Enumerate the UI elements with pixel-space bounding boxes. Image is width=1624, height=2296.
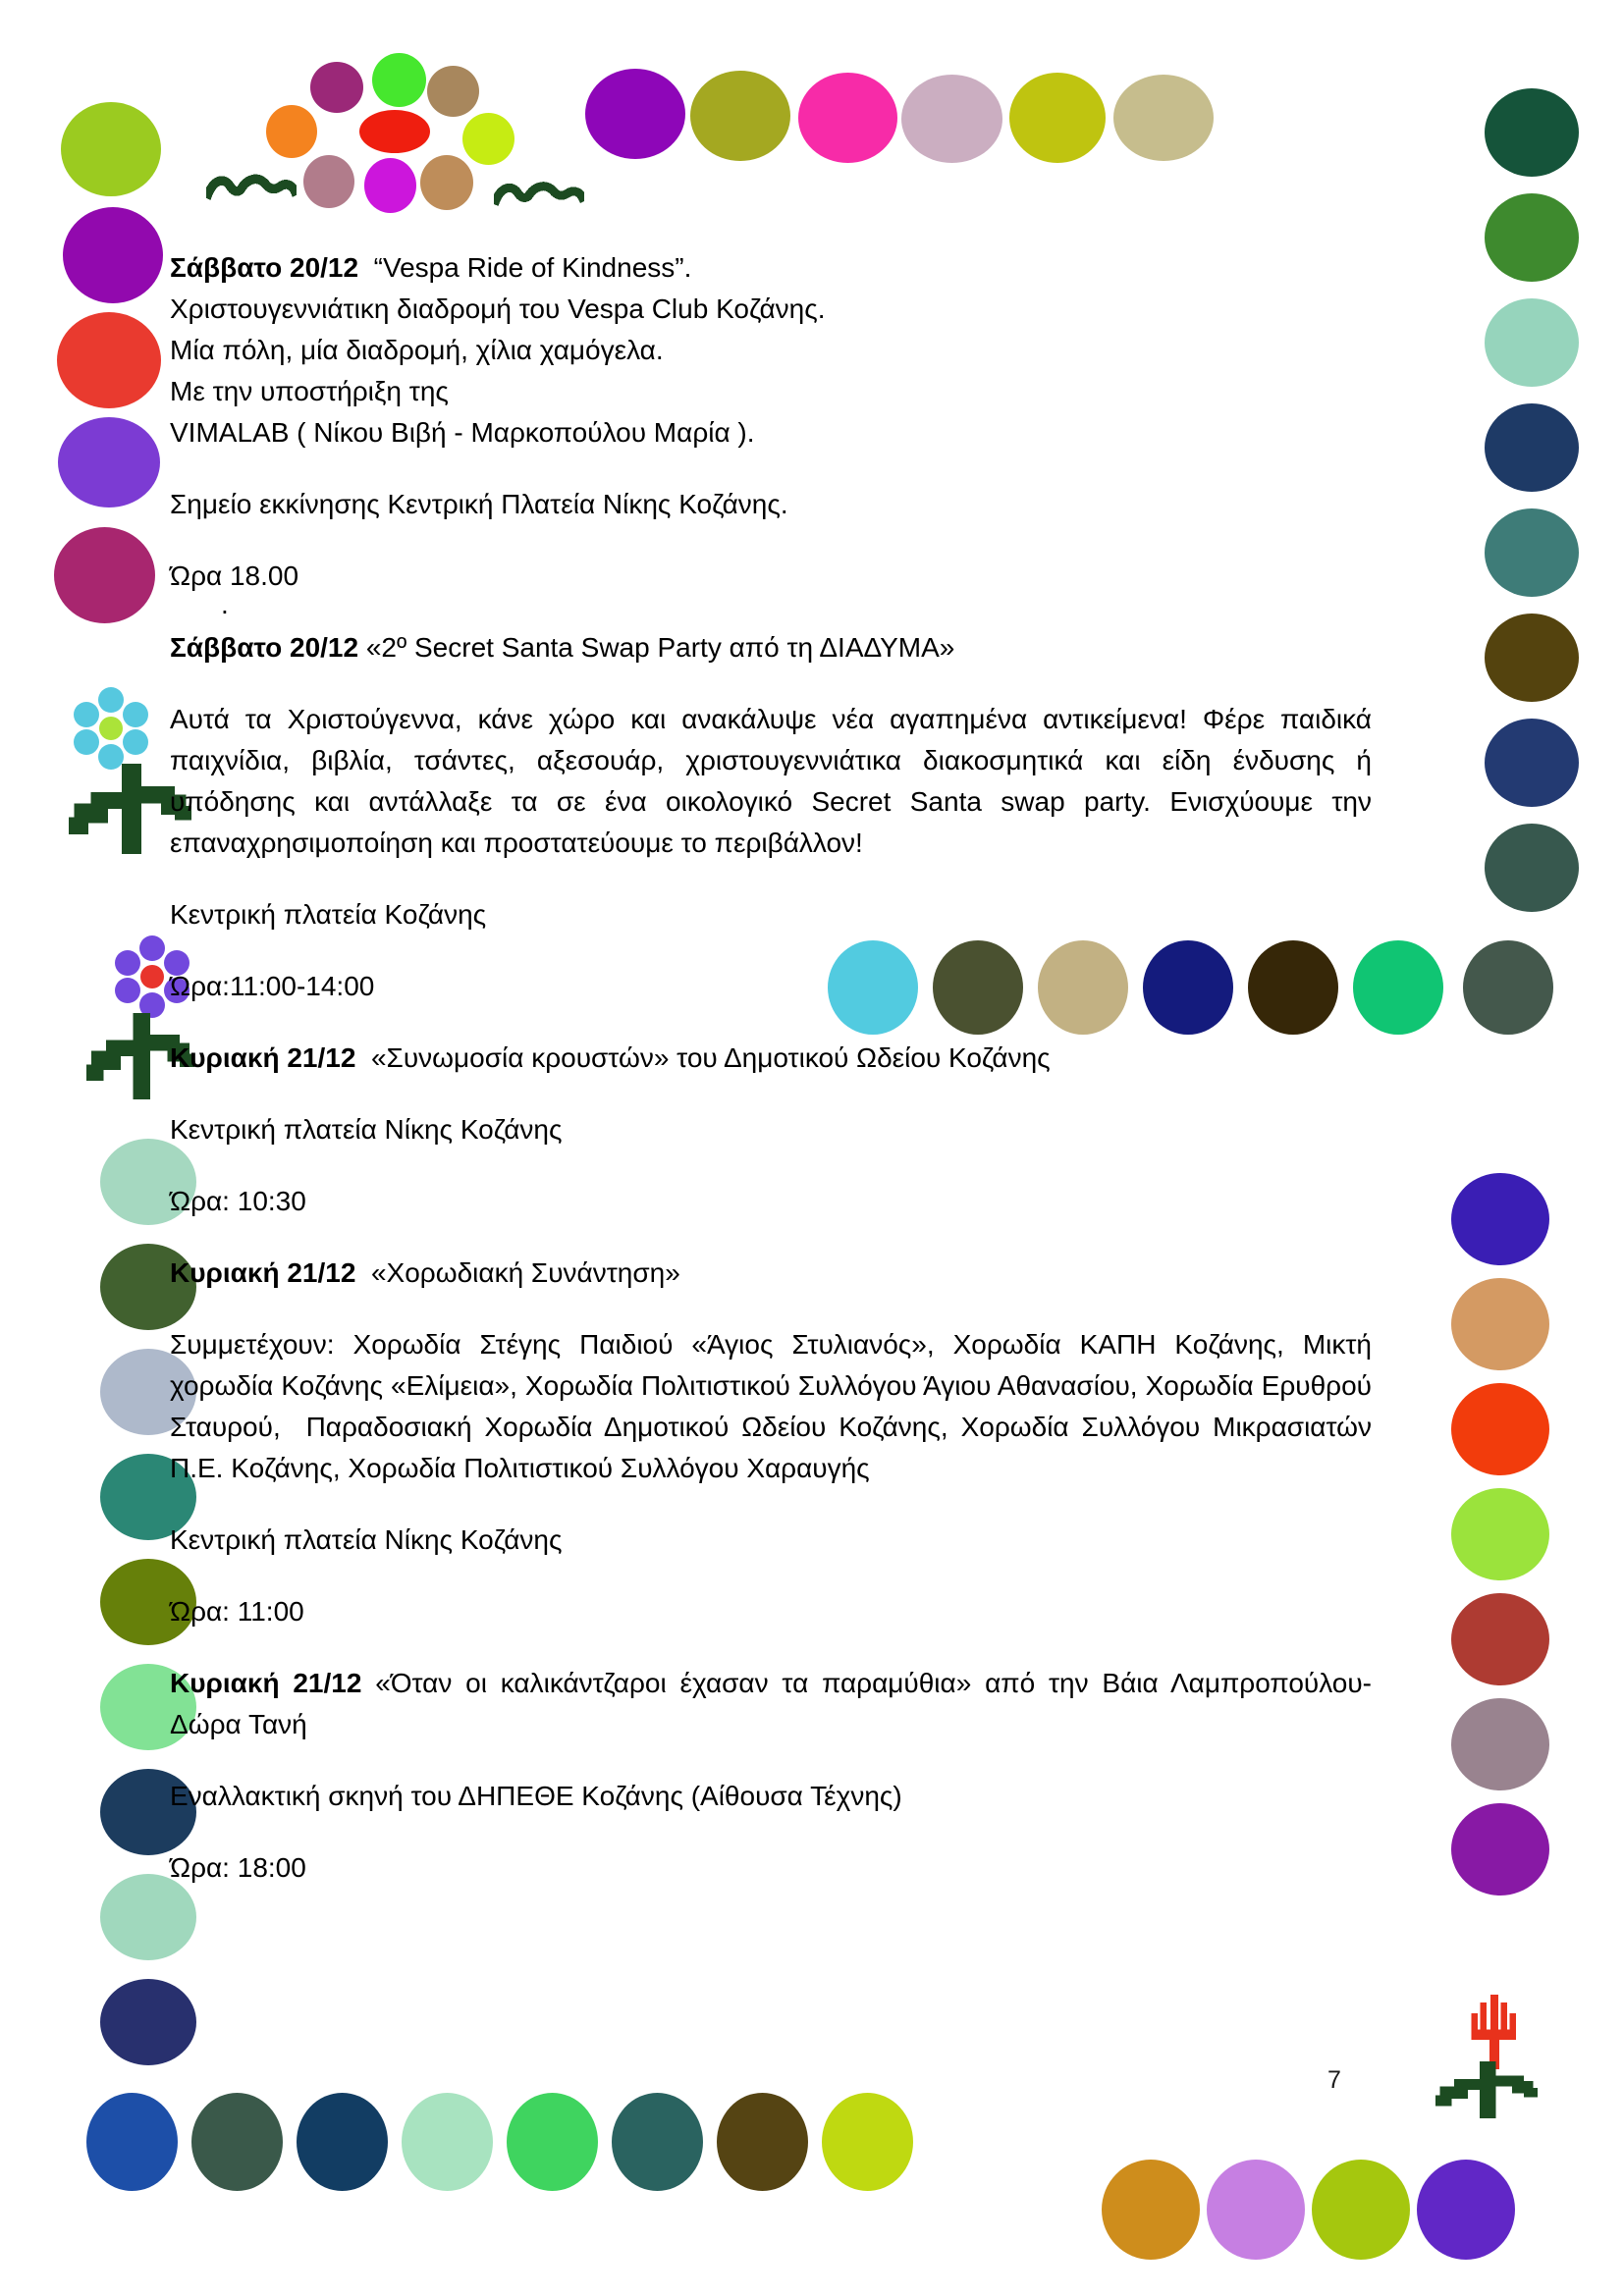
event-text: Εναλλακτική σκηνή του ΔΗΠΕΘΕ Κοζάνης (Αίθουσα Τέχνης): [170, 1781, 902, 1811]
decoration-circle: [901, 75, 1002, 163]
decoration-circle: [1102, 2160, 1200, 2260]
event-text: Ώρα: 10:30: [170, 1186, 306, 1216]
decoration-circle: [462, 113, 514, 165]
decoration-circle: [402, 2093, 493, 2191]
decoration-circle: [372, 53, 426, 107]
flower-center: [99, 717, 123, 740]
event-text: Συμμετέχουν: Χορωδία Στέγης Παιδιού «Άγιος Στυλιανός», Χορωδία ΚΑΠΗ Κοζάνης, Μικτή χορωδία Κοζάνης «Ελίμεια», Χορωδία Πολιτιστικού Συλλόγου Άγιου Αθανασίου, Χορωδία Ερυθρού Σταυρού, Παραδοσιακή Χορωδία Δημοτικού Ωδείου Κοζάνης, Χορωδία Συλλόγου Μικρασιατών Π.Ε. Κοζάνης, Χορωδία Πολιτιστικού Συλλόγου Χαραυγής: [170, 1329, 1380, 1483]
event-text: Ώρα:11:00-14:00: [170, 971, 375, 1001]
decoration-circle: [1451, 1173, 1549, 1265]
decoration-circle: [1451, 1278, 1549, 1370]
bird-icon: [1435, 2061, 1538, 2118]
event-location-vespa: [170, 484, 1372, 525]
decoration-circle: [585, 69, 685, 159]
decoration-circle: [1451, 1803, 1549, 1896]
event-time-secret-santa: [170, 966, 1372, 1007]
event-heading-secret-santa: [170, 627, 1372, 668]
flower-petal: [98, 687, 124, 713]
decoration-circle: [297, 2093, 388, 2191]
flower-center: [140, 965, 164, 988]
decoration-circle: [1485, 193, 1579, 282]
event-text: Ώρα: 18:00: [170, 1852, 306, 1883]
decoration-circle: [1451, 1383, 1549, 1475]
flower-petal: [115, 978, 140, 1003]
event-text: «Όταν οι καλικάντζαροι έχασαν τα παραμύθια» από την Βάια Λαμπροπούλου-Δώρα Τανή: [170, 1668, 1372, 1739]
coral-icon: [1469, 1995, 1520, 2069]
decoration-circle: [86, 2093, 178, 2191]
event-heading-vespa: [170, 247, 1372, 454]
decoration-circle: [1485, 298, 1579, 387]
decoration-circle: [1485, 614, 1579, 702]
event-list: [170, 247, 1380, 1919]
decoration-circle: [1312, 2160, 1410, 2260]
event-date: Σάββατο 20/12: [170, 632, 359, 663]
stray-period: .: [221, 589, 229, 619]
event-text: “Vespa Ride of Kindness”.: [358, 252, 692, 283]
event-time-vespa: [170, 556, 1372, 619]
decoration-circle: [690, 71, 790, 161]
event-location-choir: [170, 1520, 1372, 1561]
event-text: Σημείο εκκίνησης Κεντρική Πλατεία Νίκης Κοζάνης.: [170, 489, 788, 519]
decoration-circle: [612, 2093, 703, 2191]
worm-icon: [494, 177, 584, 206]
event-location-kalikantzaroi: [170, 1776, 1372, 1817]
decoration-circle: [1417, 2160, 1515, 2260]
decoration-circle: [1485, 824, 1579, 912]
event-time-kalikantzaroi: [170, 1847, 1372, 1889]
event-location-percussion: [170, 1109, 1372, 1150]
event-date: Κυριακή 21/12: [170, 1668, 362, 1698]
decoration-circle: [798, 73, 897, 163]
decoration-circle: [1207, 2160, 1305, 2260]
event-text: Κεντρική πλατεία Νίκης Κοζάνης: [170, 1524, 563, 1555]
flower-petal: [74, 702, 99, 727]
event-heading-percussion: [170, 1038, 1372, 1079]
event-text: «Συνωμοσία κρουστών» του Δημοτικού Ωδείου Κοζάνης: [355, 1042, 1051, 1073]
decoration-circle: [1009, 73, 1106, 163]
decoration-circle: [822, 2093, 913, 2191]
decoration-circle: [303, 155, 354, 208]
event-heading-kalikantzaroi: [170, 1663, 1372, 1745]
event-location-secret-santa: [170, 894, 1372, 935]
flower-petal: [74, 729, 99, 755]
decoration-circle: [1463, 940, 1553, 1035]
event-heading-choir: [170, 1253, 1372, 1294]
event-text: Χριστουγεννιάτικη διαδρομή του Vespa Club Κοζάνης.: [170, 294, 826, 324]
event-text: Ώρα: 11:00: [170, 1596, 304, 1627]
decoration-circle: [717, 2093, 808, 2191]
decoration-circle: [58, 417, 160, 507]
page-number: 7: [1327, 2066, 1341, 2094]
event-description-secret-santa: [170, 699, 1380, 864]
event-text: Αυτά τα Χριστούγεννα, κάνε χώρο και ανακάλυψε νέα αγαπημένα αντικείμενα! Φέρε παιδικά παιχνίδια, βιβλία, τσάντες, αξεσουάρ, χριστουγεννιάτικα διακοσμητικά και είδη ένδυσης ή υπόδησης και αντάλλαξε τα σε ένα οικολογικό Secret Santa swap party. Ενισχύουμε την επαναχρησιμοποίηση και προστατεύουμε το περιβάλλον!: [170, 704, 1380, 858]
event-time-choir: [170, 1591, 1372, 1632]
decoration-circle: [266, 105, 317, 158]
decoration-circle: [57, 312, 161, 408]
decoration-circle: [61, 102, 161, 196]
decoration-circle: [359, 110, 430, 153]
decoration-circle: [191, 2093, 283, 2191]
event-date: Κυριακή 21/12: [170, 1257, 356, 1288]
decoration-circle: [364, 158, 416, 213]
worm-icon: [206, 169, 297, 200]
flower-petal: [123, 702, 148, 727]
decoration-circle: [1485, 403, 1579, 492]
event-date: Σάββατο 20/12: [170, 252, 359, 283]
decoration-circle: [63, 207, 163, 303]
decoration-circle: [100, 1979, 196, 2065]
event-text: «Χορωδιακή Συνάντηση»: [355, 1257, 680, 1288]
decoration-circle: [1485, 508, 1579, 597]
flower-petal: [115, 950, 140, 976]
event-text: Με την υποστήριξη της: [170, 376, 449, 406]
event-text: Κεντρική πλατεία Νίκης Κοζάνης: [170, 1114, 563, 1145]
decoration-circle: [1485, 719, 1579, 807]
event-text: Μία πόλη, μία διαδρομή, χίλια χαμόγελα.: [170, 335, 664, 365]
flower-petal: [139, 935, 165, 961]
decoration-circle: [54, 527, 155, 623]
event-description-choir: [170, 1324, 1380, 1489]
decoration-circle: [1451, 1488, 1549, 1580]
decoration-circle: [420, 155, 473, 210]
decoration-circle: [507, 2093, 598, 2191]
decoration-circle: [1451, 1593, 1549, 1685]
event-text: Ώρα 18.00: [170, 561, 299, 591]
event-text: VIMALAB ( Νίκου Βιβή - Μαρκοπούλου Μαρία ).: [170, 417, 755, 448]
decoration-circle: [427, 66, 479, 117]
event-text: «2º Secret Santa Swap Party από τη ΔΙΑΔΥΜΑ»: [358, 632, 955, 663]
decoration-circle: [310, 62, 363, 113]
event-time-percussion: [170, 1181, 1372, 1222]
decoration-circle: [1113, 75, 1214, 161]
decoration-circle: [1485, 88, 1579, 177]
flower-petal: [123, 729, 148, 755]
event-text: Κεντρική πλατεία Κοζάνης: [170, 899, 487, 930]
decoration-circle: [1451, 1698, 1549, 1790]
event-date: Κυριακή 21/12: [170, 1042, 356, 1073]
